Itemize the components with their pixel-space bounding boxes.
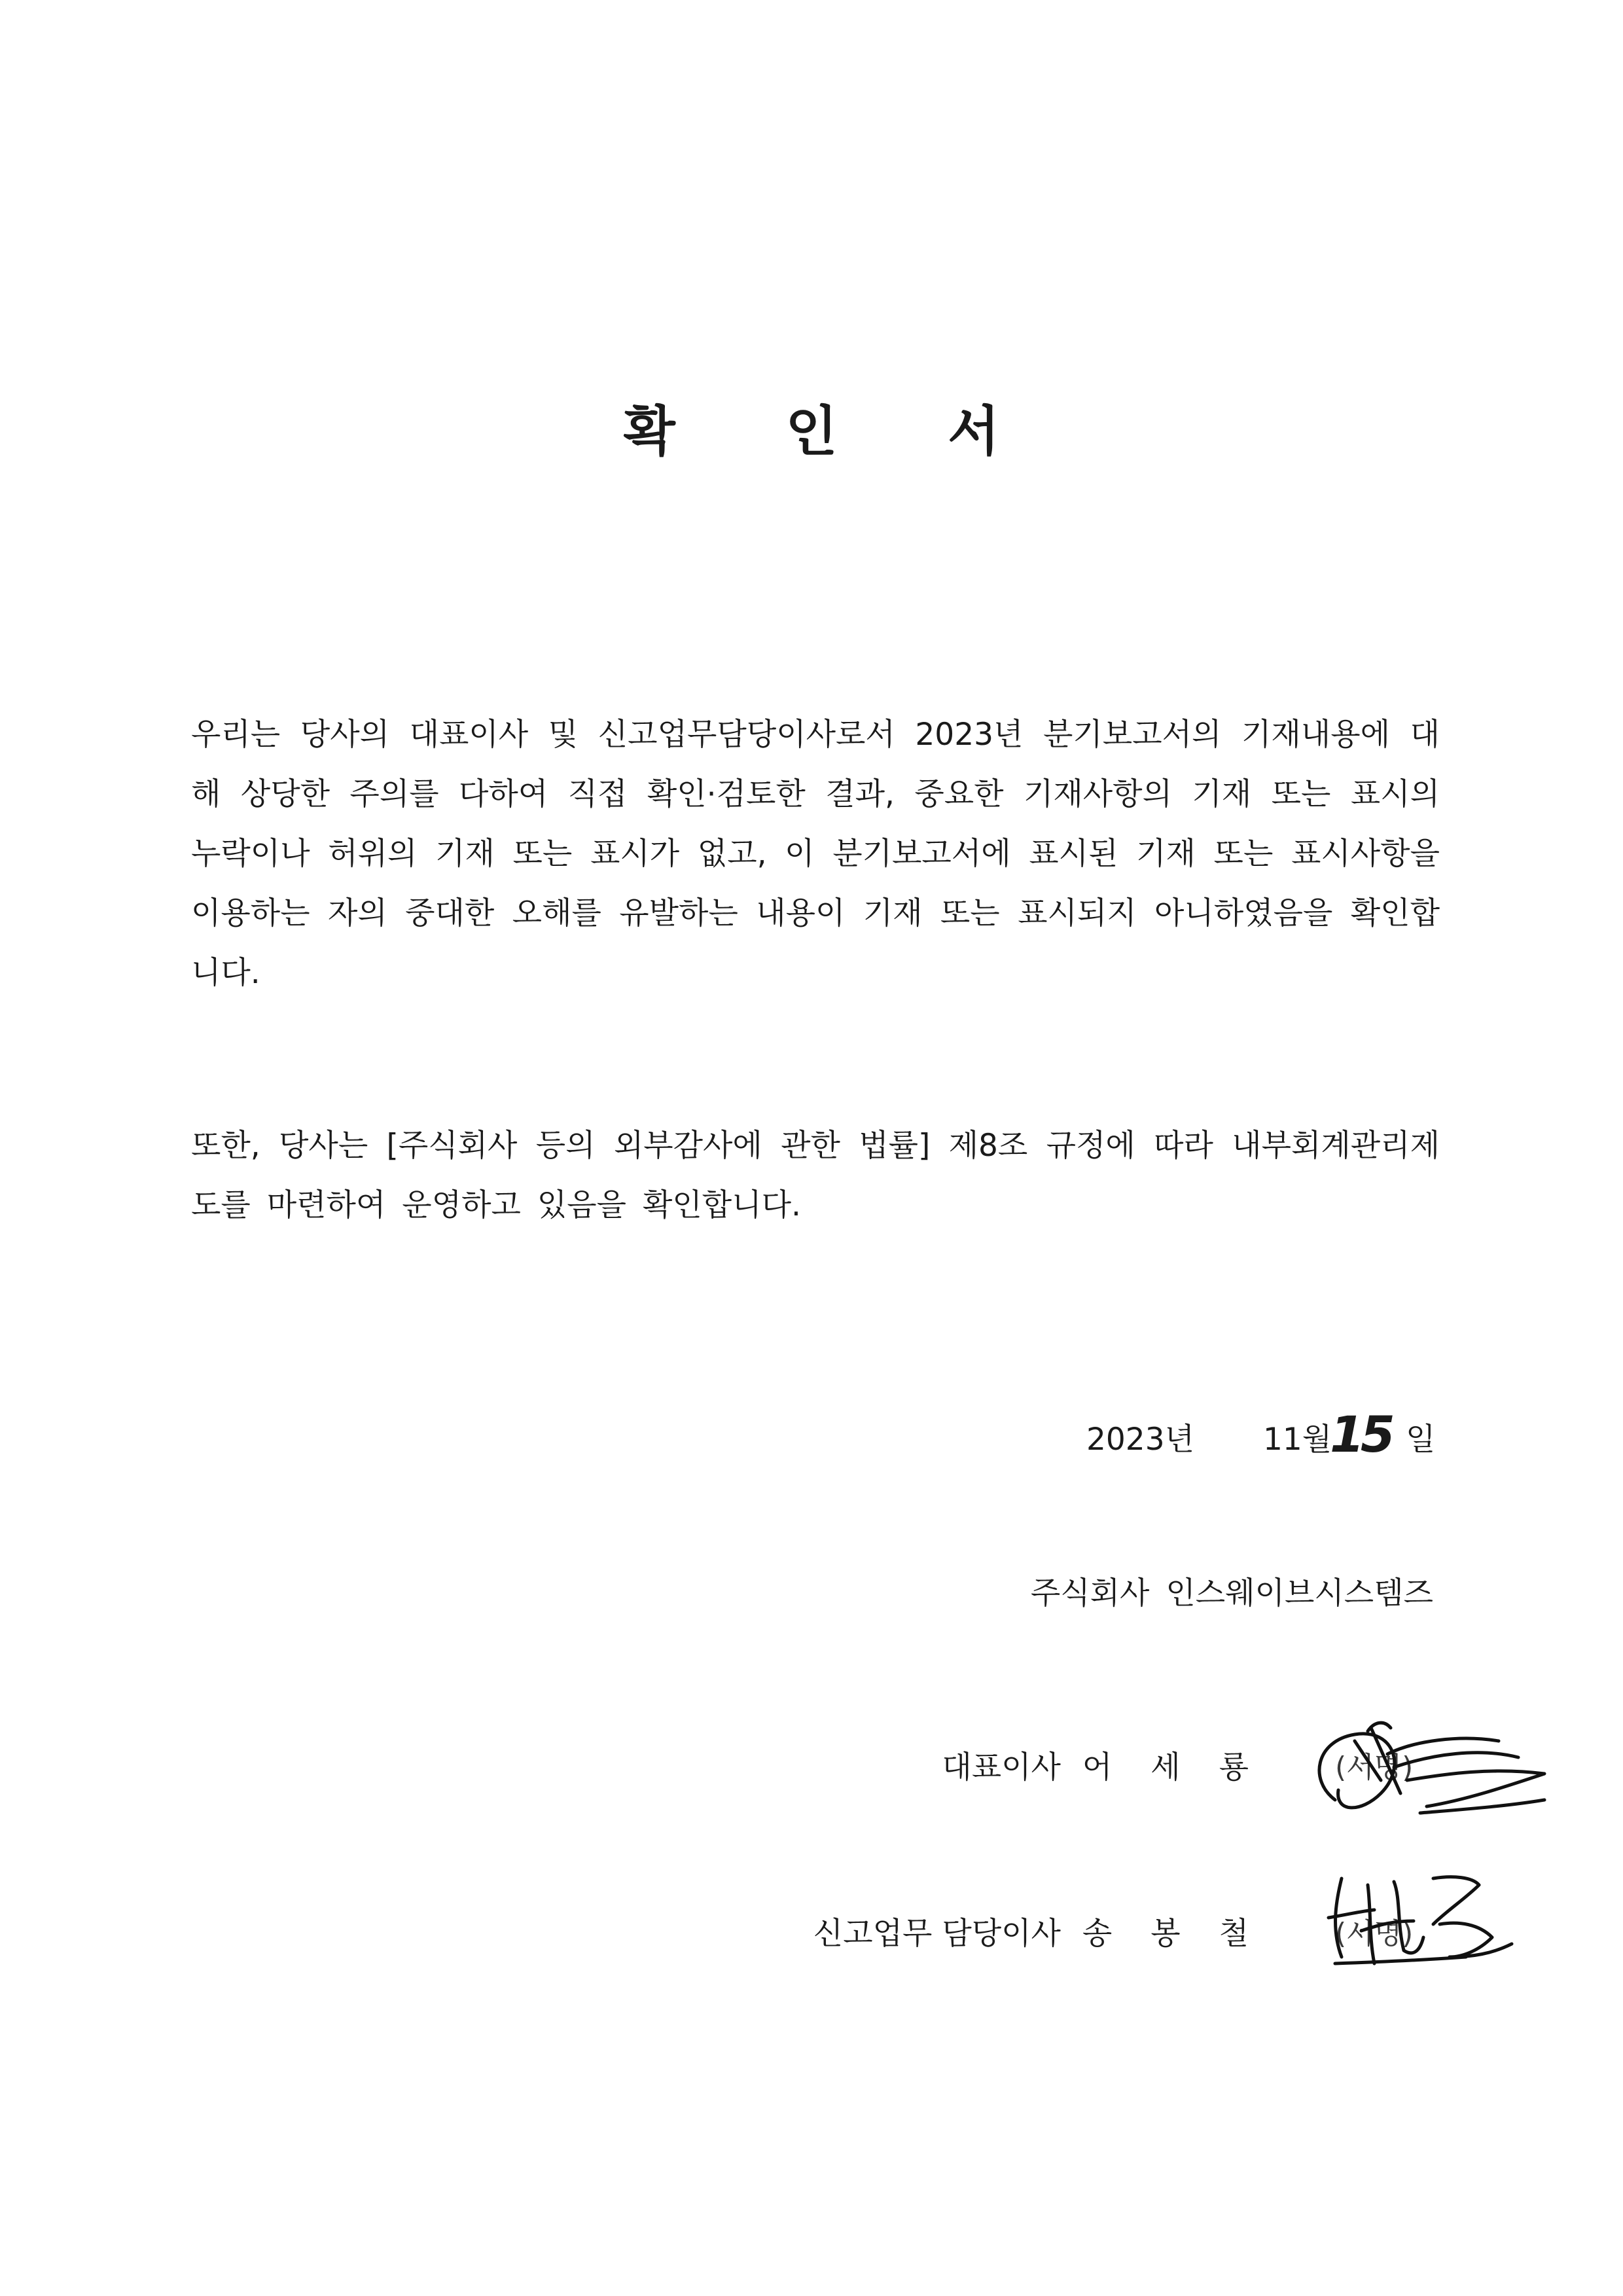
ceo-signer-line	[942, 1738, 1263, 1797]
document-title: 확 인 서	[623, 401, 1046, 463]
filing-director-signature	[1322, 1859, 1518, 1983]
date-day-unit: 일	[1406, 1422, 1436, 1458]
date-year: 2023년	[1086, 1422, 1195, 1458]
ceo-signature	[1309, 1702, 1558, 1833]
filing-director-name: 송 봉 철	[1082, 1916, 1263, 1952]
ceo-seal-label: (서명)	[1335, 1751, 1414, 1784]
date-day-handwritten: 15	[1330, 1405, 1391, 1463]
filing-director-role: 신고업무 담당이사	[813, 1916, 1061, 1952]
company-name: 주식회사 인스웨이브시스템즈	[1030, 1575, 1433, 1611]
date-month: 11월	[1263, 1422, 1332, 1458]
filing-director-seal-label: (서명)	[1335, 1917, 1414, 1950]
document-date	[1086, 1407, 1440, 1473]
ceo-name: 어 세 룡	[1082, 1749, 1263, 1785]
confirmation-paragraph: 우리는 당사의 대표이사 및 신고업무담당이사로서 2023년 분기보고서의 기재내용에 대해 상당한 주의를 다하여 직접 확인·검토한 결과, 중요한 기재사항의 기재 또는 표시의 누락이나 허위의 기재 또는 표시가 없고, 이 분기보고서에 표시된 기재 또는 표시사항을 이용하는 자의 중대한 오해를 유발하는 내용이 기재 또는 표시되지 아니하였음을 확인합니다.	[191, 717, 1440, 991]
internal-control-paragraph: 또한, 당사는 [주식회사 등의 외부감사에 관한 법률] 제8조 규정에 따라 내부회계관리제도를 마련하여 운영하고 있음을 확인합니다.	[191, 1128, 1440, 1223]
filing-director-signer-line	[813, 1905, 1263, 1964]
ceo-role: 대표이사	[942, 1749, 1061, 1785]
